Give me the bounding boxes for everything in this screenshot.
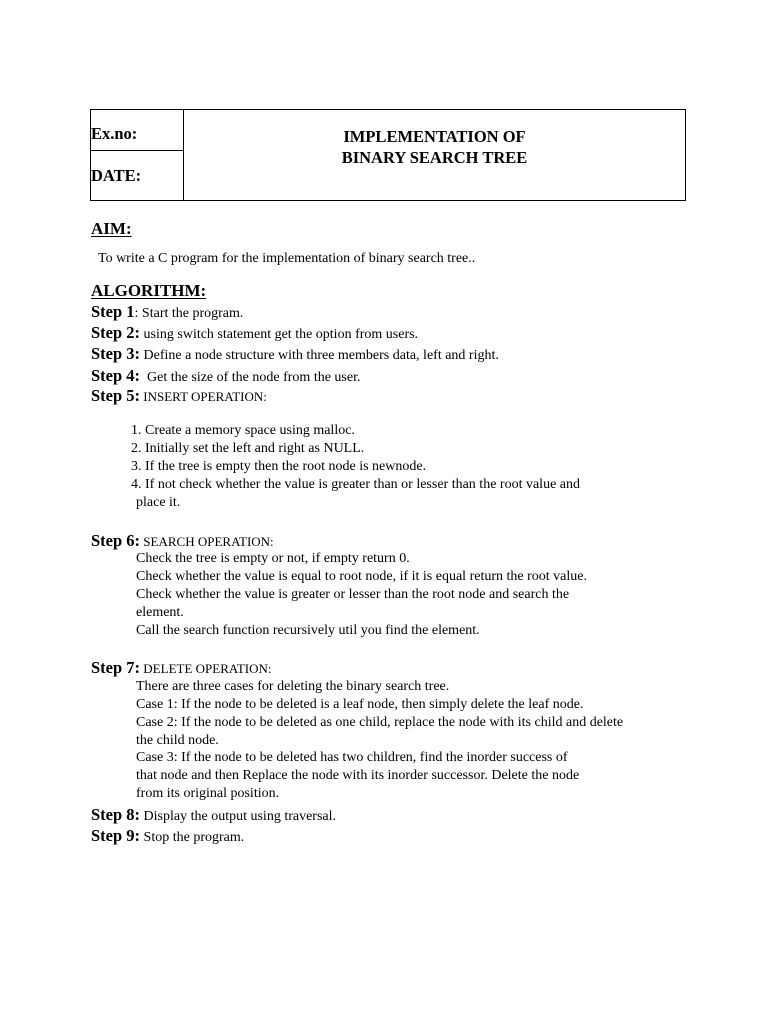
step-3 (91, 344, 499, 366)
algorithm-heading: ALGORITHM: (91, 281, 207, 300)
delete-line-5: Case 3: If the node to be deleted has two children, find the inorder success of (136, 750, 568, 765)
title-line-1: IMPLEMENTATION OF (343, 127, 526, 146)
header-box (90, 109, 686, 201)
step-1 (91, 302, 243, 324)
delete-line-7: from its original position. (136, 786, 280, 801)
step-label: Step 3: (91, 344, 141, 363)
step-text: using switch statement get the option from users. (140, 327, 419, 342)
delete-line-1: There are three cases for deleting the binary search tree. (136, 679, 450, 694)
exno-label: Ex.no: (91, 124, 138, 143)
step-label: Step 2: (91, 323, 141, 342)
step-label: Step 5: (91, 386, 141, 405)
step-label: Step 1 (91, 302, 135, 321)
search-line-5: Call the search function recursively util you find the element. (136, 623, 480, 638)
step-5 (91, 386, 267, 408)
aim-text: To write a C program for the implementation of binary search tree.. (98, 251, 476, 266)
delete-line-2: Case 1: If the node to be deleted is a leaf node, then simply delete the leaf node. (136, 697, 584, 712)
step-label: Step 7: (91, 658, 141, 677)
header-horizontal-divider (91, 150, 183, 151)
insert-item-3: 3. If the tree is empty then the root node is newnode. (131, 459, 427, 474)
step-text: SEARCH OPERATION: (140, 534, 274, 549)
insert-item-2: 2. Initially set the left and right as NULL. (131, 441, 365, 456)
search-line-3: Check whether the value is greater or lesser than the root node and search the (136, 587, 570, 602)
step-label: Step 6: (91, 531, 141, 550)
insert-item-4-cont: place it. (136, 495, 181, 510)
delete-line-3: Case 2: If the node to be deleted as one child, replace the node with its child and delete (136, 715, 624, 730)
insert-item-4: 4. If not check whether the value is greater than or lesser than the root value and (131, 477, 580, 492)
search-line-2: Check whether the value is equal to root node, if it is equal return the root value. (136, 569, 587, 584)
step-label: Step 9: (91, 826, 141, 845)
delete-line-6: that node and then Replace the node with its inorder successor. Delete the node (136, 768, 580, 783)
search-line-1: Check the tree is empty or not, if empty return 0. (136, 551, 410, 566)
step-label: Step 4: (91, 366, 141, 385)
step-4 (91, 366, 360, 388)
insert-item-1: 1. Create a memory space using malloc. (131, 423, 355, 438)
title-line-2: BINARY SEARCH TREE (341, 148, 528, 167)
step-text: Stop the program. (140, 830, 245, 845)
step-8 (91, 805, 336, 827)
step-text: Define a node structure with three members data, left and right. (140, 348, 499, 363)
search-line-4: element. (136, 605, 184, 620)
step-text: : Start the program. (134, 306, 244, 321)
step-text: INSERT OPERATION: (140, 389, 267, 404)
step-text: Display the output using traversal. (140, 809, 337, 824)
aim-heading: AIM: (91, 219, 132, 238)
date-label: DATE: (91, 166, 142, 185)
step-9 (91, 826, 244, 848)
step-7 (91, 658, 271, 680)
step-text: DELETE OPERATION: (140, 661, 272, 676)
delete-line-4: the child node. (136, 733, 219, 748)
step-text: Get the size of the node from the user. (140, 370, 361, 385)
step-label: Step 8: (91, 805, 141, 824)
step-2 (91, 323, 418, 345)
